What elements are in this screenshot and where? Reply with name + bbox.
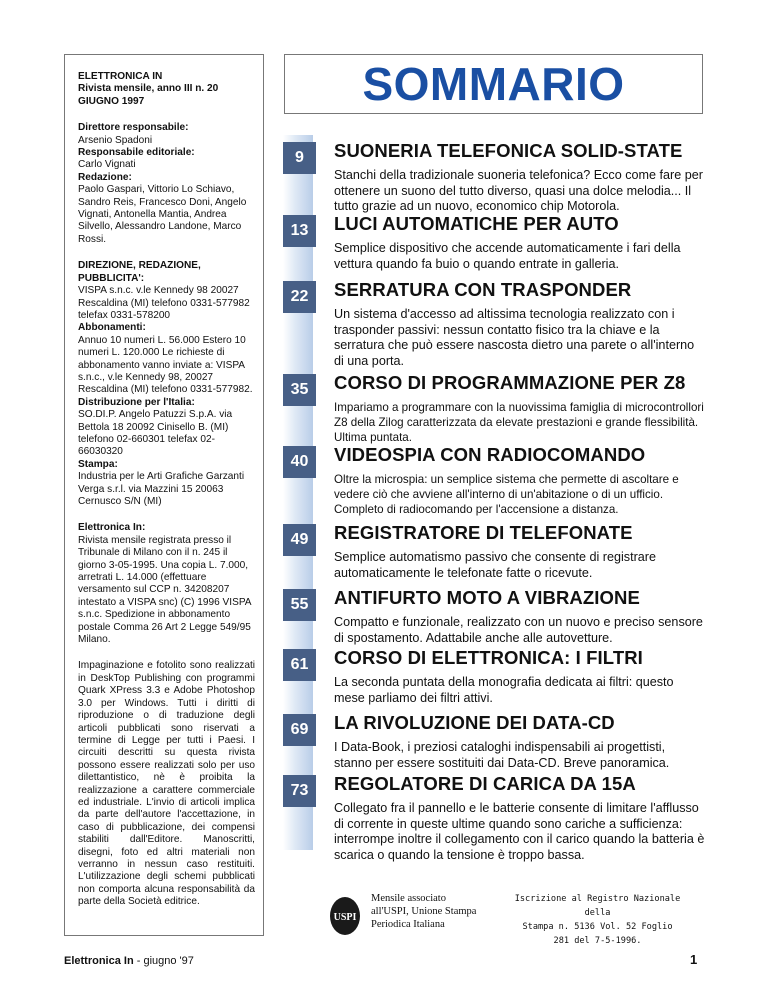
entry-description: La seconda puntata della monografia dedicata ai filtri: questo mese parliamo dei filtri attivi.	[334, 675, 674, 705]
entry-title: SUONERIA TELEFONICA SOLID-STATE	[334, 140, 683, 161]
legal-note-block	[78, 660, 255, 908]
entry-title: REGISTRATORE DI TELEFONATE	[334, 522, 633, 543]
registration-label: Elettronica In:	[78, 522, 146, 534]
entry-title: SERRATURA CON TRASPONDER	[334, 279, 632, 300]
entry-title: REGOLATORE DI CARICA DA 15A	[334, 773, 636, 794]
entry-description: Semplice automatismo passivo che consente di registrare automaticamente le telefonate fatte o ricevute.	[334, 550, 656, 580]
stampa-label: Stampa:	[78, 458, 118, 470]
page-badge: 22	[283, 281, 316, 313]
page-badge: 9	[283, 142, 316, 174]
entry-description: Un sistema d'accesso ad altissima tecnologia realizzato con i trasponder passivi: nessun contatto fisico tra la chiave e la serratura che può essere nascosta dietro una parete o all'interno di una porta.	[334, 307, 695, 368]
registration-block	[78, 522, 255, 646]
registry-line: Iscrizione al Registro Nazionale della	[514, 894, 681, 918]
stampa-text: Industria per le Arti Grafiche Garzanti Verga s.r.l. via Mazzini 15 20063 Cernusco S/N (MI)	[78, 471, 245, 507]
footer-magazine: Elettronica In	[64, 955, 134, 967]
entry-description: I Data-Book, i preziosi cataloghi indispensabili ai progettisti, stanno per essere sostituiti dai Data-CD. Breve panoramica.	[334, 740, 670, 770]
distribuzione-label: Distribuzione per l'Italia:	[78, 396, 195, 408]
director-name: Arsenio Spadoni	[78, 134, 153, 146]
page-badge: 61	[283, 649, 316, 681]
uspi-line: all'USPI, Unione Stampa	[371, 906, 477, 917]
entry-title: CORSO DI ELETTRONICA: I FILTRI	[334, 647, 643, 668]
registry-line: 281 del 7-5-1996.	[553, 936, 642, 946]
editor-name: Carlo Vignati	[78, 159, 136, 171]
magazine-name: ELETTRONICA IN	[78, 71, 163, 82]
magazine-date: GIUGNO 1997	[78, 95, 145, 107]
entry-title: LUCI AUTOMATICHE PER AUTO	[334, 213, 619, 234]
entry-title: VIDEOSPIA CON RADIOCOMANDO	[334, 444, 646, 465]
title-box	[284, 54, 703, 114]
uspi-line: Mensile associato	[371, 893, 446, 904]
page-badge: 55	[283, 589, 316, 621]
page-badge: 49	[283, 524, 316, 556]
page-badge: 13	[283, 215, 316, 247]
uspi-notice	[371, 892, 476, 931]
footer-issue: - giugno '97	[133, 955, 194, 967]
registry-line: Stampa n. 5136 Vol. 52 Foglio	[522, 922, 673, 932]
direzione-text: VISPA s.n.c. v.le Kennedy 98 20027 Rescaldina (MI) telefono 0331-577982 telefax 0331-578200	[78, 285, 250, 321]
uspi-logo-text: USPI	[333, 912, 357, 923]
entry-title: CORSO DI PROGRAMMAZIONE PER Z8	[334, 372, 686, 393]
registry-notice	[500, 892, 695, 948]
uspi-line: Periodica Italiana	[371, 919, 445, 930]
registration-text: Rivista mensile registrata presso il Tribunale di Milano con il n. 245 il giorno 3-05-1995. Una copia L. 7.000, arretrati L. 14.000 (effettuare versamento sul CCP n. 34208207 intestato a VISPA snc) (C) 1996 VISPA s.n.c. Spedizione in abbonamento postale Comma 26 Art 2 Legge 549/95 Milano.	[78, 534, 251, 646]
page-badge: 69	[283, 714, 316, 746]
footer-credit	[64, 955, 194, 967]
distribuzione-text: SO.DI.P. Angelo Patuzzi S.p.A. via Bettola 18 20092 Cinisello B. (MI) telefono 02-660301 telefax 02-66030320	[78, 409, 233, 458]
editor-label: Responsabile editoriale:	[78, 147, 195, 159]
page-number: 1	[690, 952, 698, 967]
redazione-names: Paolo Gaspari, Vittorio Lo Schiavo, Sandro Reis, Francesco Doni, Angelo Vignati, Antonella Mantia, Andrea Silvello, Alessandro Landone, Marco Rossi.	[78, 184, 247, 245]
page-badge: 73	[283, 775, 316, 807]
entry-description: Semplice dispositivo che accende automaticamente i fari della vettura quando fa buio o quando entrate in galleria.	[334, 241, 681, 271]
page-title: SOMMARIO	[362, 58, 625, 110]
entry-description: Collegato fra il pannello e le batterie consente di limitare l'afflusso di corrente in queste ultime quando sono cariche a sufficienza: interrompe inoltre il collegamento con il carico quando la batteria è scarica o quando la tensione è troppo bassa.	[334, 801, 705, 862]
director-label: Direttore responsabile:	[78, 122, 189, 134]
entry-title: ANTIFURTO MOTO A VIBRAZIONE	[334, 587, 640, 608]
entry-description: Impariamo a programmare con la nuovissima famiglia di microcontrollori Z8 della Zilog caratterizzata da elevate prestazioni e grande flessibilità. Ultima puntata.	[334, 401, 704, 445]
staff-block	[78, 122, 255, 246]
entry-description: Compatto e funzionale, realizzato con un nuovo e preciso sensore di spostamento. Adattabile anche alle autovetture.	[334, 615, 703, 645]
magazine-issue: Rivista mensile, anno III n. 20	[78, 83, 219, 95]
entry-description: Stanchi della tradizionale suoneria telefonica? Ecco come fare per ottenere un suono del tutto diverso, quasi una dolce melodia... Il tutto grazie ad un nuovo, economico chip Motorola.	[334, 168, 703, 214]
page-badge: 35	[283, 374, 316, 406]
uspi-logo	[325, 896, 365, 941]
colophon-header	[78, 71, 255, 108]
entry-title: LA RIVOLUZIONE DEI DATA-CD	[334, 712, 615, 733]
direzione-label: DIREZIONE, REDAZIONE, PUBBLICITA':	[78, 260, 201, 284]
legal-note: Impaginazione e fotolito sono realizzati in DeskTop Publishing con programmi Quark XPress 3.3 e Adobe Photoshop 3.0 per Windows. Tutti i diritti di riproduzione o di traduzione degli articoli pubblicati sono riservati a termine di Legge per tutti i Paesi. I circuiti descritti su questa rivista possono essere realizzati solo per uso dilettantistico, nè è proibita la realizzazione a carattere commerciale ed industriale. L'invio di articoli implica da parte dell'autore l'accettazione, in caso di pubblicazione, dei compensi stabiliti dall'Editore. Manoscritti, disegni, foto ed altri materiali non verranno in nessun caso restituiti. L'utilizzazione degli schemi pubblicati non comporta alcuna responsabilità da parte della Società editrice.	[78, 660, 255, 908]
colophon-box	[64, 54, 264, 936]
abbonamenti-label: Abbonamenti:	[78, 322, 146, 334]
redazione-label: Redazione:	[78, 171, 132, 183]
abbonamenti-text: Annuo 10 numeri L. 56.000 Estero 10 numeri L. 120.000 Le richieste di abbonamento vanno inviate a: VISPA s.n.c., v.le Kennedy 98, 20027 Rescaldina (MI) telefono 0331-577982.	[78, 334, 253, 396]
page-badge: 40	[283, 446, 316, 478]
contacts-block	[78, 260, 255, 508]
entry-description: Oltre la microspia: un semplice sistema che permette di ascoltare e vedere ciò che avviene all'interno di un'abitazione o di un ufficio. Completo di radiocomando per l'accensione a distanza.	[334, 473, 679, 517]
